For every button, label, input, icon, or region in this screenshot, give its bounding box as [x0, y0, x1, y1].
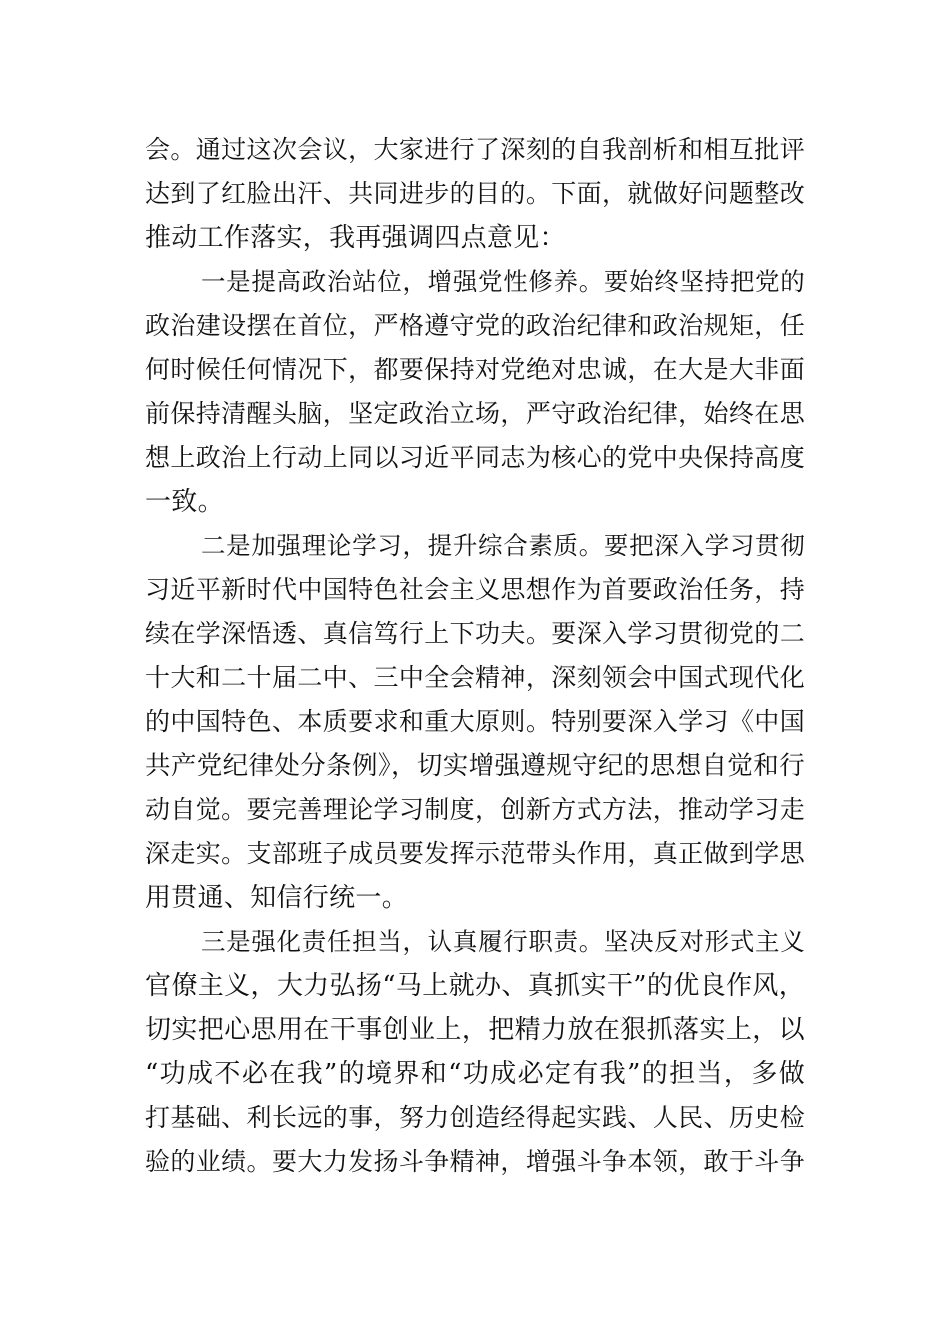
paragraph-first-line: 二是加强理论学习，提升综合素质。要把深入学习贯彻 [201, 531, 805, 560]
text-line: 切实把心思用在干事创业上，把精力放在狠抓落实上，以 [145, 1015, 805, 1045]
text-line: 的中国特色、本质要求和重大原则。特别要深入学习《中国 [145, 707, 805, 736]
text-line: 打基础、利长远的事，努力创造经得起实践、人民、历史检 [145, 1103, 805, 1132]
text-line: 会。通过这次会议，大家进行了深刻的自我剖析和相互批评 [145, 135, 805, 164]
text-line: 十大和二十届二中、三中全会精神，深刻领会中国式现代化 [145, 663, 805, 692]
text-line: 政治建设摆在首位，严格遵守党的政治纪律和政治规矩，任 [145, 311, 805, 340]
text-line: 官僚主义，大力弘扬“马上就办、真抓实干”的优良作风， [145, 971, 805, 1001]
text-line: 用贯通、知信行统一。 [145, 883, 409, 913]
text-line: 达到了红脸出汗、共同进步的目的。下面，就做好问题整改 [145, 179, 805, 208]
text-line: 想上政治上行动上同以习近平同志为核心的党中央保持高度 [145, 443, 805, 472]
paragraph-first-line: 三是强化责任担当，认真履行职责。坚决反对形式主义 [201, 927, 805, 956]
text-line: 何时候任何情况下，都要保持对党绝对忠诚，在大是大非面 [145, 355, 805, 384]
paragraph-first-line: 一是提高政治站位，增强党性修养。要始终坚持把党的 [201, 267, 805, 296]
text-line: 推动工作落实，我再强调四点意见： [145, 223, 566, 253]
text-line: 前保持清醒头脑，坚定政治立场，严守政治纪律，始终在思 [145, 399, 805, 428]
text-line: 动自觉。要完善理论学习制度，创新方式方法，推动学习走 [145, 795, 805, 824]
text-line: 深走实。支部班子成员要发挥示范带头作用，真正做到学思 [145, 839, 805, 868]
text-line: 验的业绩。要大力发扬斗争精神，增强斗争本领，敢于斗争 [145, 1147, 805, 1176]
document-body [145, 128, 805, 1184]
text-line: 习近平新时代中国特色社会主义思想作为首要政治任务，持 [145, 575, 805, 604]
text-line: 共产党纪律处分条例》，切实增强遵规守纪的思想自觉和行 [145, 751, 805, 781]
text-line: “功成不必在我”的境界和“功成必定有我”的担当，多做 [145, 1059, 805, 1089]
text-line: 一致。 [145, 487, 224, 517]
text-line: 续在学深悟透、真信笃行上下功夫。要深入学习贯彻党的二 [145, 619, 805, 648]
